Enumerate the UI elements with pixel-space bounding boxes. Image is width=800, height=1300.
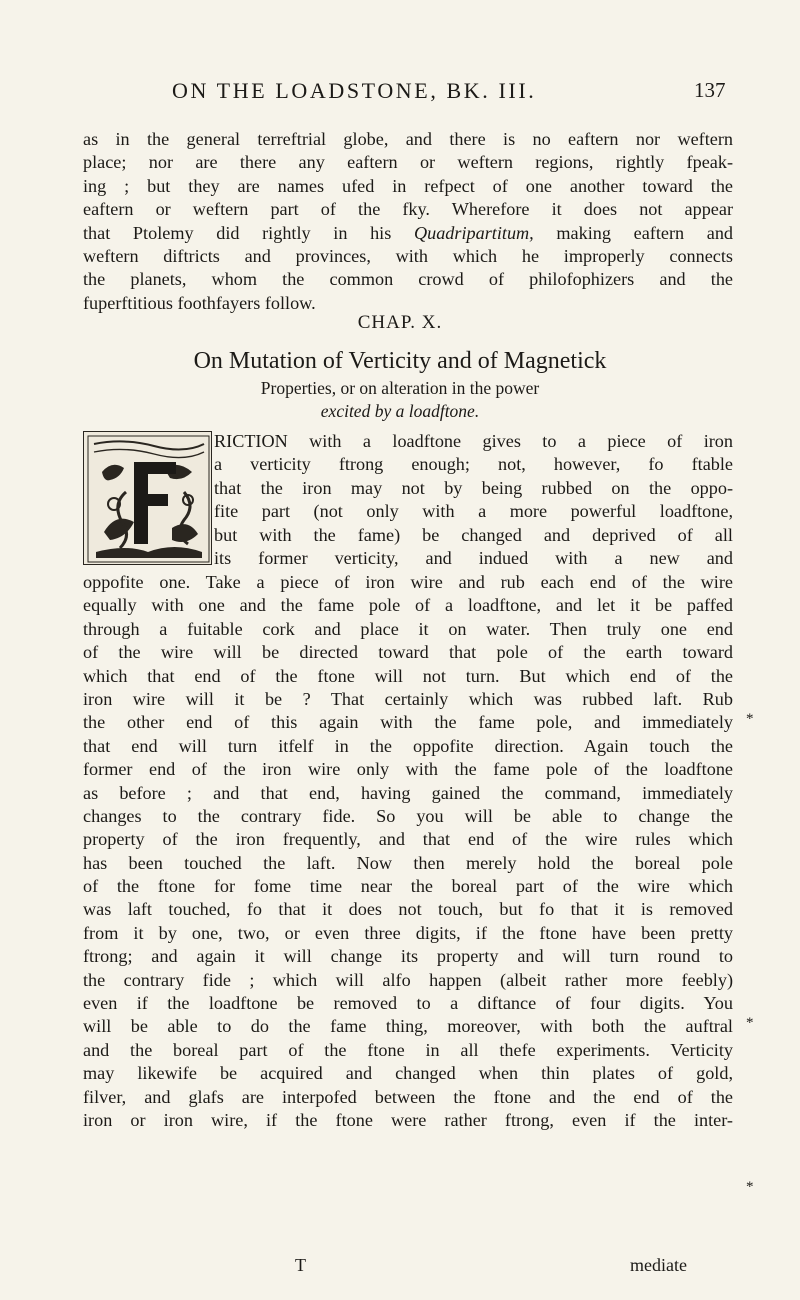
text-line: its former verticity, and indued with a new and: [214, 547, 733, 568]
initial-ornament-icon: [84, 432, 212, 565]
text-line: even if the loadftone be removed to a diftance of four digits. You: [83, 993, 733, 1014]
text-line: has been touched the laft. Now then merely hold the boreal pole: [83, 852, 733, 873]
text-line: that end will turn itfelf in the oppofite direction. Again touch the: [83, 735, 733, 756]
margin-asterisk: *: [746, 711, 754, 727]
text-line: fite part (not only with a more powerful loadftone,: [214, 501, 733, 522]
text-line: which that end of the ftone will not turn. But which end of the: [83, 665, 733, 686]
text-line: weftern diftricts and provinces, with which he improperly connects: [83, 245, 733, 266]
text-line: filver, and glafs are interpofed between the ftone and the end of the: [83, 1086, 733, 1107]
text-line: the contrary fide ; which will alfo happen (albeit rather more feebly): [83, 969, 733, 990]
page-number: 137: [694, 78, 726, 102]
text-line: place; nor are there any eaftern or weftern regions, rightly fpeak-: [83, 152, 733, 173]
margin-asterisk: *: [746, 1179, 754, 1195]
chapter-subtitle-italic: excited by a loadftone.: [320, 401, 480, 421]
text-line: as before ; and that end, having gained the command, immediately: [83, 782, 733, 803]
chapter-title: On Mutation of Verticity and of Magnetick: [193, 348, 607, 374]
decorative-initial-f: [83, 431, 212, 565]
text-line: may likewife be acquired and changed when thin plates of gold,: [83, 1063, 733, 1084]
margin-asterisk: *: [746, 1015, 754, 1031]
text-line: of the ftone for fome time near the boreal part of the wire which: [83, 876, 733, 897]
italic-title: Quadripartitum,: [413, 222, 534, 243]
text-line: iron or iron wire, if the ftone were rather ftrong, even if the inter-: [83, 1109, 733, 1130]
running-head: [0, 78, 800, 108]
text-line: was laft touched, fo that it does not touch, but fo that it is removed: [83, 899, 733, 920]
text-line: and the boreal part of the ftone in all thefe experiments. Verticity: [83, 1039, 733, 1060]
catchword: mediate: [630, 1255, 687, 1275]
text-line: former end of the iron wire only with the fame pole of the loadftone: [83, 759, 733, 780]
text-line: equally with one and the fame pole of a loadftone, and let it be paffed: [83, 595, 733, 616]
text-line: of the wire will be directed toward that pole of the earth toward: [83, 642, 733, 663]
text-line: but with the fame) be changed and deprived of all: [214, 524, 733, 545]
text-line: ing ; but they are names ufed in refpect of one another toward the: [83, 175, 733, 196]
text-line: that the iron may not by being rubbed on the oppo-: [214, 477, 733, 498]
text-line: property of the iron frequently, and that end of the wire rules which: [83, 829, 733, 850]
text-line: through a fuitable cork and place it on water. Then truly one end: [83, 618, 733, 639]
text-line: the planets, whom the common crowd of philofophizers and the: [83, 269, 733, 290]
text-line: iron wire will it be ? That certainly which was rubbed laft. Rub: [83, 688, 733, 709]
text-line: fuperftitious foothfayers follow.: [83, 292, 316, 313]
text-line: eaftern or weftern part of the fky. Wherefore it does not appear: [83, 199, 733, 220]
chapter-subtitle: Properties, or on alteration in the power: [260, 378, 540, 398]
text-line: will be able to do the fame thing, moreover, with both the auftral: [83, 1016, 733, 1037]
text-line: as in the general terreftrial globe, and there is no eaftern nor weftern: [83, 129, 733, 149]
chapter-number: CHAP. X.: [357, 312, 443, 333]
text-line: ftrong; and again it will change its property and will turn round to: [83, 946, 733, 967]
text-line: changes to the contrary fide. So you will be able to change the: [83, 805, 733, 826]
text-line: a verticity ftrong enough; not, however, fo ftable: [214, 454, 733, 475]
text-fragment: making eaftern and: [556, 222, 734, 243]
paragraph-beside-initial: [214, 430, 733, 570]
running-head-title: ON THE LOADSTONE, BK. III.: [172, 78, 537, 103]
text-line: the other end of this again with the fame pole, and immediately: [83, 712, 733, 733]
signature-mark: T: [295, 1255, 306, 1275]
text-line: from it by one, two, or even three digits, if the ftone have been pretty: [83, 922, 733, 943]
text-fragment: that Ptolemy did rightly in his: [83, 222, 392, 243]
text-line: [83, 222, 733, 245]
paragraph-top: [83, 128, 733, 315]
page-footer: [0, 1255, 800, 1279]
text-line: oppofite one. Take a piece of iron wire and rub each end of the wire: [83, 572, 733, 592]
text-line: RICTION with a loadftone gives to a piece of iron: [214, 431, 733, 451]
paragraph-main: [83, 571, 733, 1132]
